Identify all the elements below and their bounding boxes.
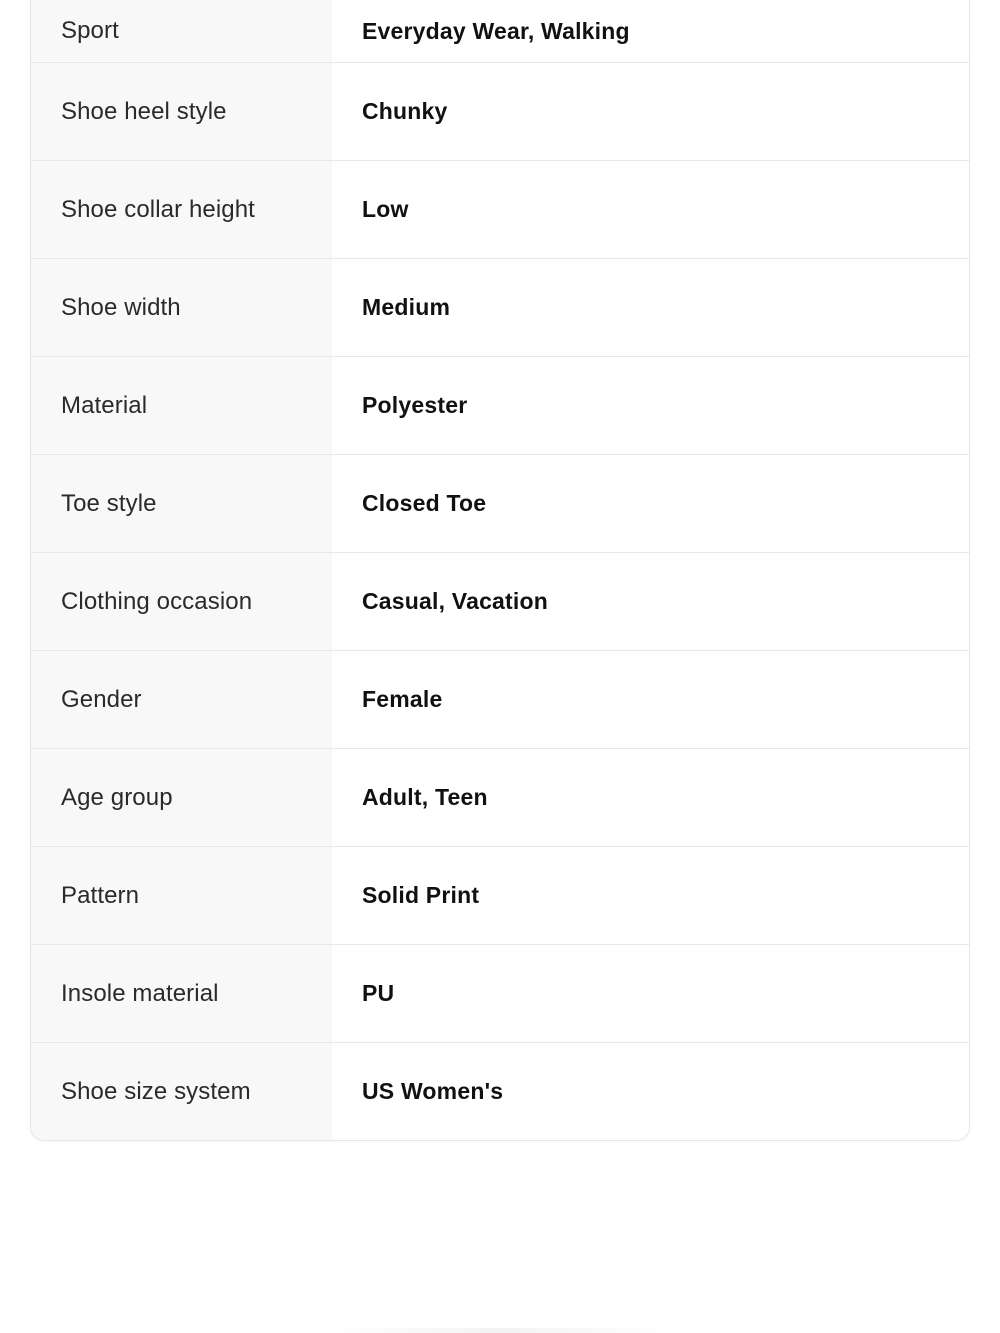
spec-row-shoe-collar-height	[31, 161, 969, 259]
spec-row-sport	[31, 0, 969, 63]
spec-row-toe-style	[31, 455, 969, 553]
spec-label: Sport	[31, 0, 332, 62]
spec-label: Shoe width	[31, 259, 332, 356]
spec-value: Medium	[332, 259, 969, 356]
spec-row-pattern	[31, 847, 969, 945]
spec-label: Gender	[31, 651, 332, 748]
spec-value: Casual, Vacation	[332, 553, 969, 650]
spec-value: US Women's	[332, 1043, 969, 1140]
spec-label: Shoe heel style	[31, 63, 332, 160]
spec-row-age-group	[31, 749, 969, 847]
spec-value: Solid Print	[332, 847, 969, 944]
spec-value: Adult, Teen	[332, 749, 969, 846]
spec-label: Clothing occasion	[31, 553, 332, 650]
spec-label: Pattern	[31, 847, 332, 944]
spec-row-insole-material	[31, 945, 969, 1043]
spec-row-shoe-width	[31, 259, 969, 357]
spec-label: Shoe collar height	[31, 161, 332, 258]
spec-row-gender	[31, 651, 969, 749]
spec-value: Female	[332, 651, 969, 748]
spec-value: Chunky	[332, 63, 969, 160]
spec-label: Toe style	[31, 455, 332, 552]
spec-row-material	[31, 357, 969, 455]
spec-label: Shoe size system	[31, 1043, 332, 1140]
spec-value: Low	[332, 161, 969, 258]
spec-row-shoe-size-system	[31, 1043, 969, 1140]
spec-row-shoe-heel-style	[31, 63, 969, 161]
spec-value: Everyday Wear, Walking	[332, 0, 969, 62]
spec-row-clothing-occasion	[31, 553, 969, 651]
spec-label: Age group	[31, 749, 332, 846]
spec-value: Polyester	[332, 357, 969, 454]
spec-label: Material	[31, 357, 332, 454]
spec-value: Closed Toe	[332, 455, 969, 552]
bottom-fade-divider	[320, 1328, 680, 1333]
specifications-table	[30, 0, 970, 1141]
spec-label: Insole material	[31, 945, 332, 1042]
spec-value: PU	[332, 945, 969, 1042]
